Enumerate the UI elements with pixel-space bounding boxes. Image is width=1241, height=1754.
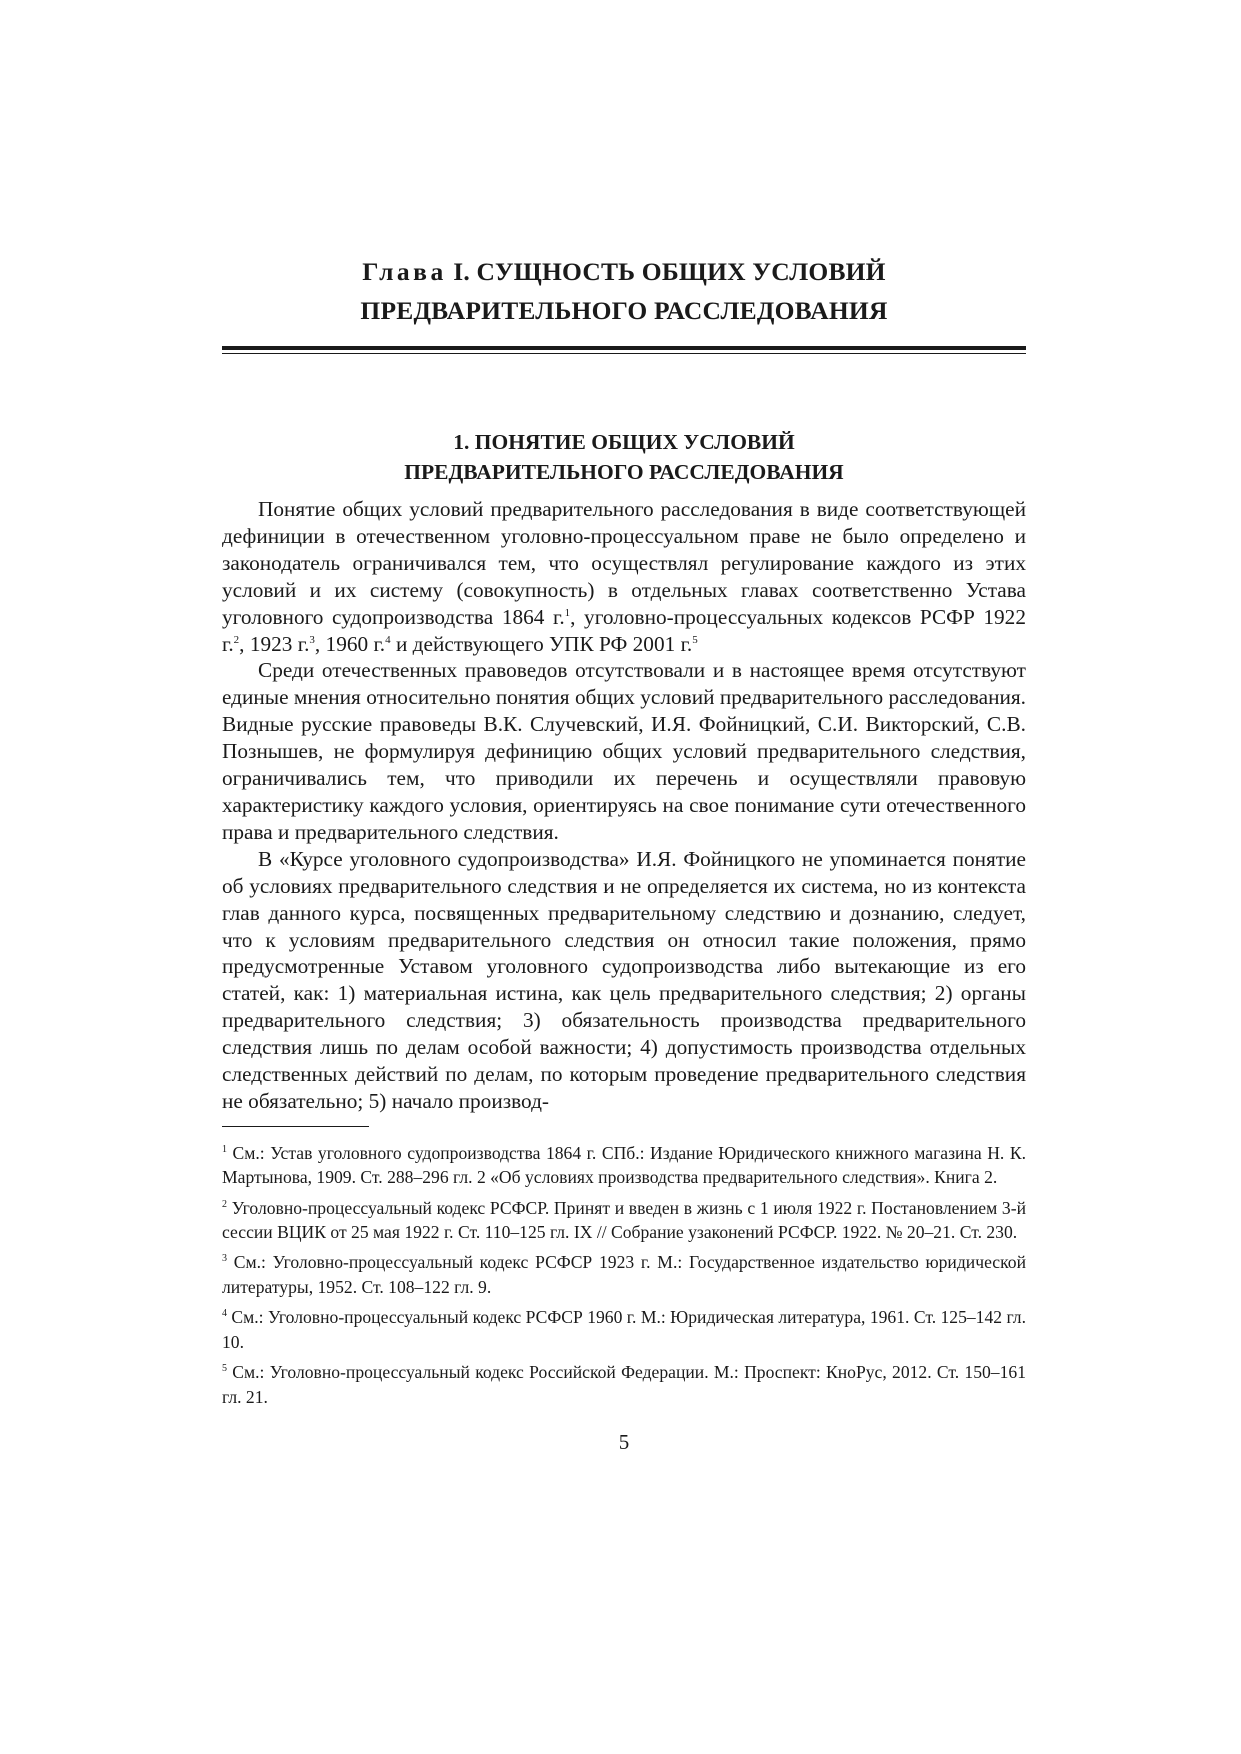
- footnote-number: 3: [222, 1253, 227, 1265]
- footnote-text: См.: Устав уголовного судопроизводства 1864 г. СПб.: Издание Юридического книжного магазина Н. К. Мартынова, 1909. Ст. 288–296 гл. 2 «Об условиях производства предварительного следствия». Книга 2.: [222, 1142, 1026, 1188]
- footnote-3: [222, 1250, 1026, 1299]
- chapter-number-title: I. СУЩНОСТЬ ОБЩИХ УСЛОВИЙ: [453, 257, 886, 286]
- paragraph-1-text-c: , 1923 г.: [239, 631, 310, 656]
- footnotes: [222, 1141, 1026, 1409]
- footnote-number: 2: [222, 1198, 227, 1210]
- chapter-prefix: Глава: [362, 257, 447, 286]
- footnote-ref-5[interactable]: 5: [692, 633, 698, 646]
- page: [222, 0, 1026, 1455]
- chapter-title-line1: [222, 252, 1026, 291]
- chapter-title-line2: ПРЕДВАРИТЕЛЬНОГО РАССЛЕДОВАНИЯ: [360, 296, 888, 325]
- footnote-2: [222, 1196, 1026, 1245]
- footnote-number: 1: [222, 1143, 227, 1155]
- footnote-ref-2[interactable]: 2: [233, 633, 240, 646]
- footnote-text: См.: Уголовно-процессуальный кодекс РСФСР 1960 г. М.: Юридическая литература, 1961. Ст. 125–142 гл. 10.: [222, 1307, 1026, 1352]
- section-title: [222, 427, 1026, 487]
- paragraph-2: Среди отечественных правоведов отсутствовали и в настоящее время отсутствуют единые мнения относительно понятия общих условий предварительного расследования. Видные русские правоведы В.К. Случевский, И.Я. Фойницкий, С.И. Викторский, С.В. Познышев, не формулируя дефиницию общих условий предварительного следствия, ограничивались тем, что приводили их перечень и осуществляли правовую характеристику каждого условия, ориентируясь на свое понимание сути отечественного права и предварительного следствия.: [222, 658, 1026, 844]
- paragraph-1-text-e: и действующего УПК РФ 2001 г.: [390, 631, 693, 656]
- footnote-1: [222, 1141, 1026, 1190]
- section-title-line1: 1. ПОНЯТИЕ ОБЩИХ УСЛОВИЙ: [453, 430, 795, 454]
- footnote-text: См.: Уголовно-процессуальный кодекс Российской Федерации. М.: Проспект: КноРус, 2012. Ст. 150–161 гл. 21.: [222, 1362, 1026, 1407]
- footnote-separator: [222, 1126, 369, 1127]
- footnote-4: [222, 1305, 1026, 1354]
- paragraph-1: [222, 496, 1026, 657]
- footnote-text: Уголовно-процессуальный кодекс РСФСР. Принят и введен в жизнь с 1 июля 1922 г. Постановлением 3-й сессии ВЦИК от 25 мая 1922 г. Ст. 110–125 гл. IX // Собрание узаконений РСФСР. 1922. № 20–21. Ст. 230.: [222, 1197, 1026, 1243]
- footnote-number: 5: [222, 1363, 227, 1375]
- page-number: 5: [618, 1429, 630, 1454]
- footnote-ref-4[interactable]: 4: [385, 633, 391, 646]
- footnote-ref-3[interactable]: 3: [309, 633, 315, 646]
- paragraph-1-text-b: , уголовно-процессуальных кодексов РСФР 1922 г.: [222, 604, 1026, 656]
- body-text: [222, 496, 1026, 1115]
- paragraph-1-text-a: Понятие общих условий предварительного расследования в виде соответствующей дефиниции в отечественном уголовно-процессуальном праве не было определено и законодатель ограничивался тем, что осуществлял регулирование каждого из этих условий и их систему (совокупность) в отдельных главах соответственно Устава уголовного судопроизводства 1864 г.: [222, 497, 1026, 629]
- paragraph-3: В «Курсе уголовного судопроизводства» И.Я. Фойницкого не упоминается понятие об условиях предварительного следствия и не определяется их система, но из контекста глав данного курса, посвященных предварительному следствию и дознанию, следует, что к условиям предварительного следствия он относил такие положения, прямо предусмотренные Уставом уголовного судопроизводства либо вытекающие из его статей, как: 1) материальная истина, как цель предварительного следствия; 2) органы предварительного следствия; 3) обязательность производства предварительного следствия лишь по делам особой важности; 4) допустимость производства отдельных следственных действий по делам, по которым проведение предварительного следствия не обязательно; 5) начало производ-: [222, 846, 1026, 1113]
- paragraph-1-text-d: , 1960 г.: [314, 631, 386, 656]
- chapter-double-rule: [222, 346, 1026, 354]
- chapter-title: [222, 252, 1026, 330]
- footnote-text: См.: Уголовно-процессуальный кодекс РСФСР 1923 г. М.: Государственное издательство юридической литературы, 1952. Ст. 108–122 гл. 9.: [222, 1252, 1026, 1297]
- footnote-ref-1[interactable]: 1: [564, 606, 571, 619]
- footnote-5: [222, 1360, 1026, 1409]
- section-title-line2: ПРЕДВАРИТЕЛЬНОГО РАССЛЕДОВАНИЯ: [404, 460, 844, 484]
- footnote-number: 4: [222, 1308, 227, 1320]
